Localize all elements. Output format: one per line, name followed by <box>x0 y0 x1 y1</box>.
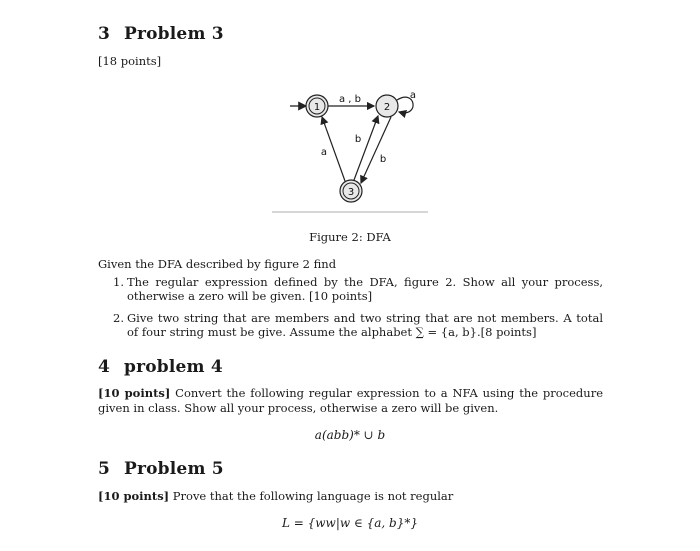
problem5-text: Prove that the following language is not regular <box>169 489 454 503</box>
problem4-expression: a(abb)* ∪ b <box>314 428 386 442</box>
state-1-label: 1 <box>313 102 321 113</box>
edge-3-2-label: b <box>354 134 362 145</box>
problem5-points: [10 points] <box>98 489 170 503</box>
problem3-item-2 <box>113 311 603 339</box>
problem5-heading <box>98 459 224 479</box>
problem3-number: 3 <box>98 24 111 44</box>
state-3-label: 3 <box>347 187 355 198</box>
problem4-heading <box>98 357 223 377</box>
problem4-text: Convert the following regular expression to a NFA using the procedure given in class. Show all your process, otherwise a zero will be given. <box>98 386 603 415</box>
edge-3-1-label: a <box>320 147 328 158</box>
problem4-number: 4 <box>98 357 111 377</box>
problem3-title: Problem 3 <box>124 24 224 44</box>
figure-caption: Figure 2: DFA <box>309 230 391 244</box>
problem3-heading <box>98 24 224 44</box>
edge-2-loop-label: a <box>409 90 417 101</box>
problem5-expression: L = {ww|w ∈ {a, b}*} <box>281 516 419 530</box>
item-2-marker: 2. <box>113 311 124 325</box>
problem3-item-1 <box>113 275 603 303</box>
problem3-intro: Given the DFA described by figure 2 find <box>98 257 337 271</box>
problem4-title: problem 4 <box>124 357 223 377</box>
item-1-text: The regular expression defined by the DFA, figure 2. Show all your process, otherwise a zero will be given. [10 points] <box>127 275 603 303</box>
problem5-number: 5 <box>98 459 111 479</box>
edge-3-2 <box>354 116 378 180</box>
problem4-body <box>98 386 603 416</box>
item-1-marker: 1. <box>113 275 124 289</box>
item-2-text: Give two string that are members and two string that are not members. A total of four string must be give. Assume the alphabet ∑ = {a, b}.[8 points] <box>127 311 603 339</box>
state-2 <box>376 95 398 117</box>
state-3 <box>340 180 362 202</box>
problem3-points: [18 points] <box>98 54 162 68</box>
problem5-body <box>98 489 453 504</box>
edge-2-3-label: b <box>379 154 387 165</box>
state-2-label: 2 <box>383 102 391 113</box>
state-1 <box>306 95 328 117</box>
problem4-points: [10 points] <box>98 386 171 400</box>
dfa-figure <box>270 82 440 222</box>
edge-1-2-label: a , b <box>338 94 362 105</box>
problem5-title: Problem 5 <box>124 459 224 479</box>
